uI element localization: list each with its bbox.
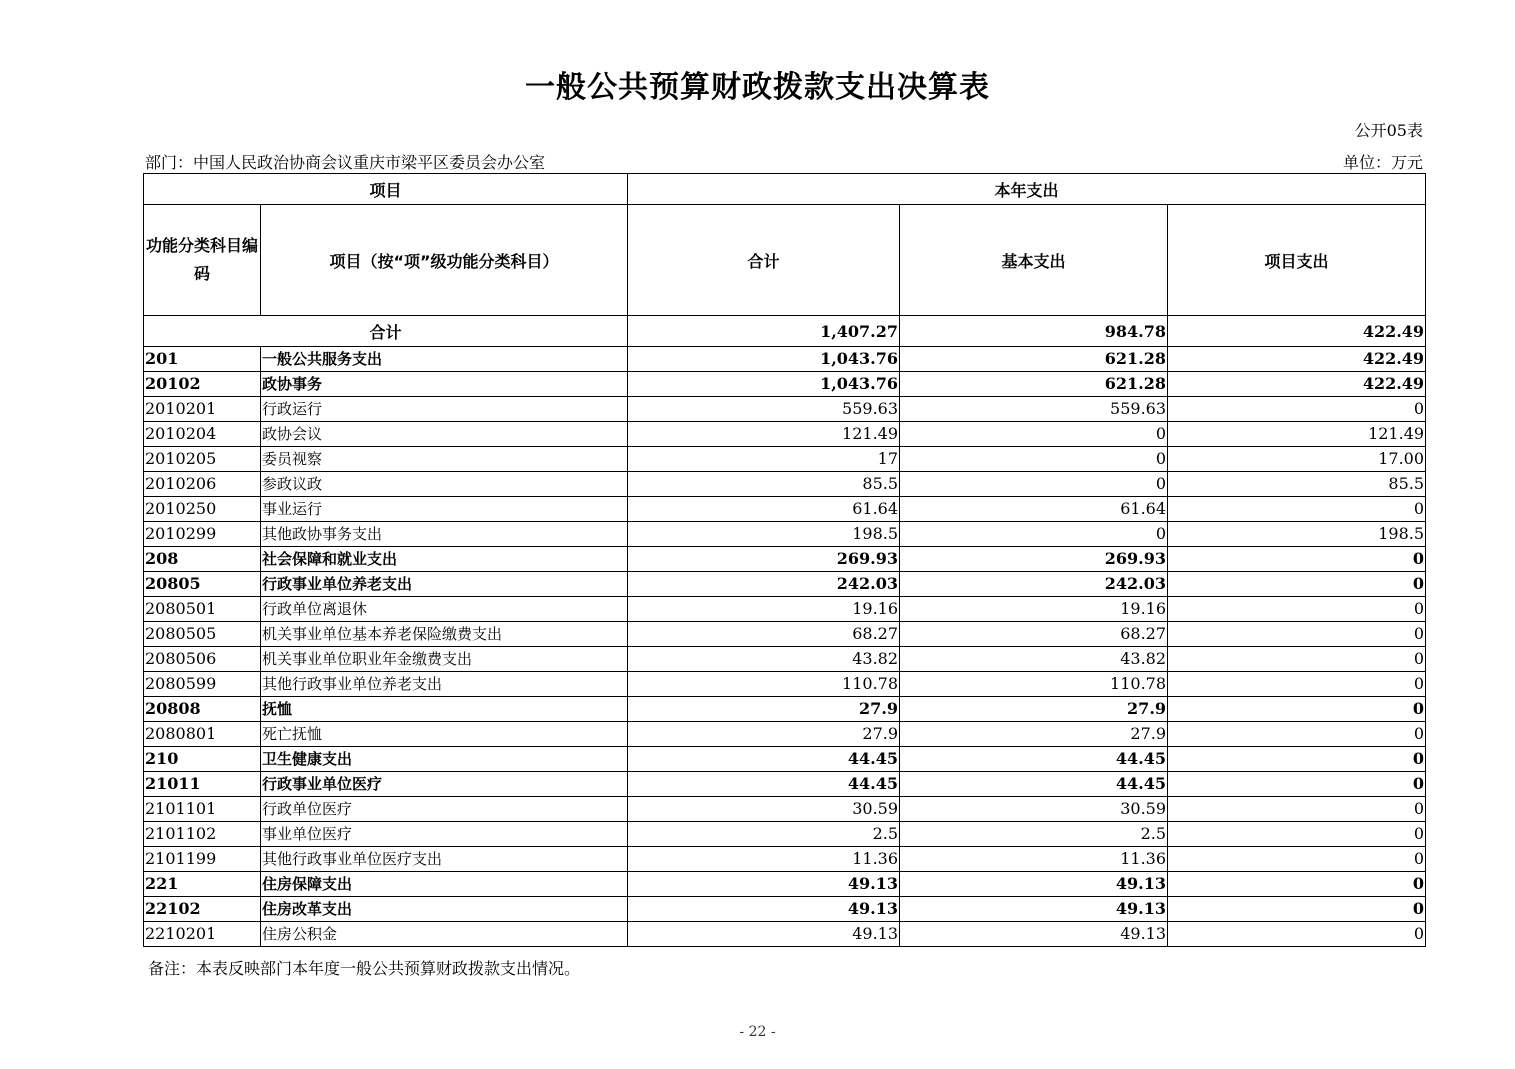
row-total: 44.45 — [628, 747, 900, 772]
row-basic: 27.9 — [900, 697, 1168, 722]
table-row — [144, 922, 1426, 947]
row-name: 抚恤 — [261, 697, 628, 722]
row-project: 0 — [1168, 872, 1426, 897]
row-basic: 30.59 — [900, 797, 1168, 822]
row-basic: 11.36 — [900, 847, 1168, 872]
row-basic: 242.03 — [900, 572, 1168, 597]
table-row — [144, 747, 1426, 772]
row-total: 27.9 — [628, 697, 900, 722]
row-total: 85.5 — [628, 472, 900, 497]
header-current-year: 本年支出 — [628, 174, 1426, 205]
row-basic: 0 — [900, 422, 1168, 447]
row-project: 0 — [1168, 597, 1426, 622]
row-code: 22102 — [144, 897, 261, 922]
header-item: 项目 — [144, 174, 628, 205]
table-row — [144, 672, 1426, 697]
table-row — [144, 847, 1426, 872]
row-basic: 43.82 — [900, 647, 1168, 672]
page-number: - 22 - — [739, 1024, 776, 1040]
row-name: 住房保障支出 — [261, 872, 628, 897]
row-name: 行政事业单位养老支出 — [261, 572, 628, 597]
expenditure-table — [143, 173, 1426, 947]
table-row — [144, 822, 1426, 847]
row-basic: 44.45 — [900, 772, 1168, 797]
row-total: 68.27 — [628, 622, 900, 647]
row-basic: 0 — [900, 447, 1168, 472]
row-name: 死亡抚恤 — [261, 722, 628, 747]
row-project: 0 — [1168, 922, 1426, 947]
row-total: 198.5 — [628, 522, 900, 547]
row-code: 2210201 — [144, 922, 261, 947]
row-basic: 49.13 — [900, 872, 1168, 897]
row-code: 2080506 — [144, 647, 261, 672]
row-total: 61.64 — [628, 497, 900, 522]
row-total: 11.36 — [628, 847, 900, 872]
row-project: 0 — [1168, 572, 1426, 597]
row-name: 行政单位医疗 — [261, 797, 628, 822]
row-code: 201 — [144, 347, 261, 372]
row-basic: 0 — [900, 472, 1168, 497]
row-basic: 68.27 — [900, 622, 1168, 647]
table-row — [144, 772, 1426, 797]
row-total: 110.78 — [628, 672, 900, 697]
row-code: 208 — [144, 547, 261, 572]
row-project: 0 — [1168, 647, 1426, 672]
row-name: 政协会议 — [261, 422, 628, 447]
row-basic: 27.9 — [900, 722, 1168, 747]
table-row — [144, 472, 1426, 497]
row-basic: 621.28 — [900, 347, 1168, 372]
row-name: 事业运行 — [261, 497, 628, 522]
row-code: 21011 — [144, 772, 261, 797]
row-code: 2080505 — [144, 622, 261, 647]
header-row-2 — [144, 205, 1426, 316]
table-row — [144, 647, 1426, 672]
row-total: 1,043.76 — [628, 347, 900, 372]
table-row — [144, 547, 1426, 572]
form-number: 公开05表 — [1354, 121, 1423, 140]
table-row — [144, 722, 1426, 747]
row-basic: 61.64 — [900, 497, 1168, 522]
row-basic: 19.16 — [900, 597, 1168, 622]
row-project: 0 — [1168, 722, 1426, 747]
row-name: 事业单位医疗 — [261, 822, 628, 847]
table-row — [144, 572, 1426, 597]
row-code: 2010205 — [144, 447, 261, 472]
row-code: 2010299 — [144, 522, 261, 547]
row-project: 0 — [1168, 622, 1426, 647]
table-row — [144, 372, 1426, 397]
row-code: 20805 — [144, 572, 261, 597]
row-total: 17 — [628, 447, 900, 472]
row-project: 422.49 — [1168, 347, 1426, 372]
row-code: 2101199 — [144, 847, 261, 872]
row-name: 其他行政事业单位养老支出 — [261, 672, 628, 697]
row-code: 2010206 — [144, 472, 261, 497]
row-project: 0 — [1168, 847, 1426, 872]
row-code: 2101101 — [144, 797, 261, 822]
row-name: 参政议政 — [261, 472, 628, 497]
row-project: 0 — [1168, 772, 1426, 797]
row-code: 2010250 — [144, 497, 261, 522]
header-project: 项目支出 — [1168, 205, 1426, 316]
row-project: 121.49 — [1168, 422, 1426, 447]
row-name: 行政单位离退休 — [261, 597, 628, 622]
department-label: 部门：中国人民政治协商会议重庆市梁平区委员会办公室 — [145, 153, 546, 172]
row-project: 0 — [1168, 797, 1426, 822]
table-row — [144, 797, 1426, 822]
total-amount: 1,407.27 — [628, 316, 900, 347]
row-basic: 0 — [900, 522, 1168, 547]
row-code: 210 — [144, 747, 261, 772]
row-total: 1,043.76 — [628, 372, 900, 397]
header-total: 合计 — [628, 205, 900, 316]
row-name: 住房公积金 — [261, 922, 628, 947]
row-total: 2.5 — [628, 822, 900, 847]
table-row — [144, 397, 1426, 422]
row-name: 行政运行 — [261, 397, 628, 422]
row-basic: 2.5 — [900, 822, 1168, 847]
header-code: 功能分类科目编码 — [144, 205, 261, 316]
row-total: 49.13 — [628, 922, 900, 947]
table-row — [144, 872, 1426, 897]
unit-label: 单位：万元 — [1342, 153, 1423, 172]
row-basic: 621.28 — [900, 372, 1168, 397]
row-code: 2010204 — [144, 422, 261, 447]
row-total: 49.13 — [628, 872, 900, 897]
row-project: 0 — [1168, 672, 1426, 697]
total-row — [144, 316, 1426, 347]
row-project: 0 — [1168, 697, 1426, 722]
row-name: 其他行政事业单位医疗支出 — [261, 847, 628, 872]
row-project: 0 — [1168, 547, 1426, 572]
row-basic: 44.45 — [900, 747, 1168, 772]
table-row — [144, 347, 1426, 372]
row-project: 0 — [1168, 747, 1426, 772]
row-name: 机关事业单位职业年金缴费支出 — [261, 647, 628, 672]
row-name: 机关事业单位基本养老保险缴费支出 — [261, 622, 628, 647]
row-project: 198.5 — [1168, 522, 1426, 547]
row-basic: 49.13 — [900, 922, 1168, 947]
row-code: 2080501 — [144, 597, 261, 622]
row-name: 其他政协事务支出 — [261, 522, 628, 547]
footnote: 备注：本表反映部门本年度一般公共预算财政拨款支出情况。 — [148, 959, 581, 978]
table-row — [144, 697, 1426, 722]
row-total: 242.03 — [628, 572, 900, 597]
row-basic: 110.78 — [900, 672, 1168, 697]
table-row — [144, 622, 1426, 647]
row-total: 30.59 — [628, 797, 900, 822]
header-basic: 基本支出 — [900, 205, 1168, 316]
row-total: 269.93 — [628, 547, 900, 572]
row-total: 49.13 — [628, 897, 900, 922]
table-row — [144, 422, 1426, 447]
row-basic: 49.13 — [900, 897, 1168, 922]
table-row — [144, 597, 1426, 622]
total-label: 合计 — [144, 316, 628, 347]
table-row — [144, 522, 1426, 547]
row-code: 2080801 — [144, 722, 261, 747]
row-name: 住房改革支出 — [261, 897, 628, 922]
row-name: 社会保障和就业支出 — [261, 547, 628, 572]
row-project: 0 — [1168, 497, 1426, 522]
row-project: 17.00 — [1168, 447, 1426, 472]
page-title: 一般公共预算财政拨款支出决算表 — [525, 70, 990, 105]
row-code: 2010201 — [144, 397, 261, 422]
row-total: 559.63 — [628, 397, 900, 422]
row-basic: 559.63 — [900, 397, 1168, 422]
row-name: 一般公共服务支出 — [261, 347, 628, 372]
row-code: 20102 — [144, 372, 261, 397]
row-code: 221 — [144, 872, 261, 897]
row-total: 121.49 — [628, 422, 900, 447]
row-name: 行政事业单位医疗 — [261, 772, 628, 797]
table-row — [144, 897, 1426, 922]
total-basic: 984.78 — [900, 316, 1168, 347]
header-row-1 — [144, 174, 1426, 205]
row-project: 422.49 — [1168, 372, 1426, 397]
row-name: 卫生健康支出 — [261, 747, 628, 772]
total-project: 422.49 — [1168, 316, 1426, 347]
table-row — [144, 447, 1426, 472]
row-total: 27.9 — [628, 722, 900, 747]
row-project: 85.5 — [1168, 472, 1426, 497]
row-code: 2080599 — [144, 672, 261, 697]
row-name: 政协事务 — [261, 372, 628, 397]
row-project: 0 — [1168, 822, 1426, 847]
row-code: 20808 — [144, 697, 261, 722]
row-total: 44.45 — [628, 772, 900, 797]
row-project: 0 — [1168, 897, 1426, 922]
header-item-name: 项目（按“项”级功能分类科目） — [261, 205, 628, 316]
row-total: 43.82 — [628, 647, 900, 672]
row-code: 2101102 — [144, 822, 261, 847]
row-basic: 269.93 — [900, 547, 1168, 572]
table-row — [144, 497, 1426, 522]
row-name: 委员视察 — [261, 447, 628, 472]
row-total: 19.16 — [628, 597, 900, 622]
row-project: 0 — [1168, 397, 1426, 422]
